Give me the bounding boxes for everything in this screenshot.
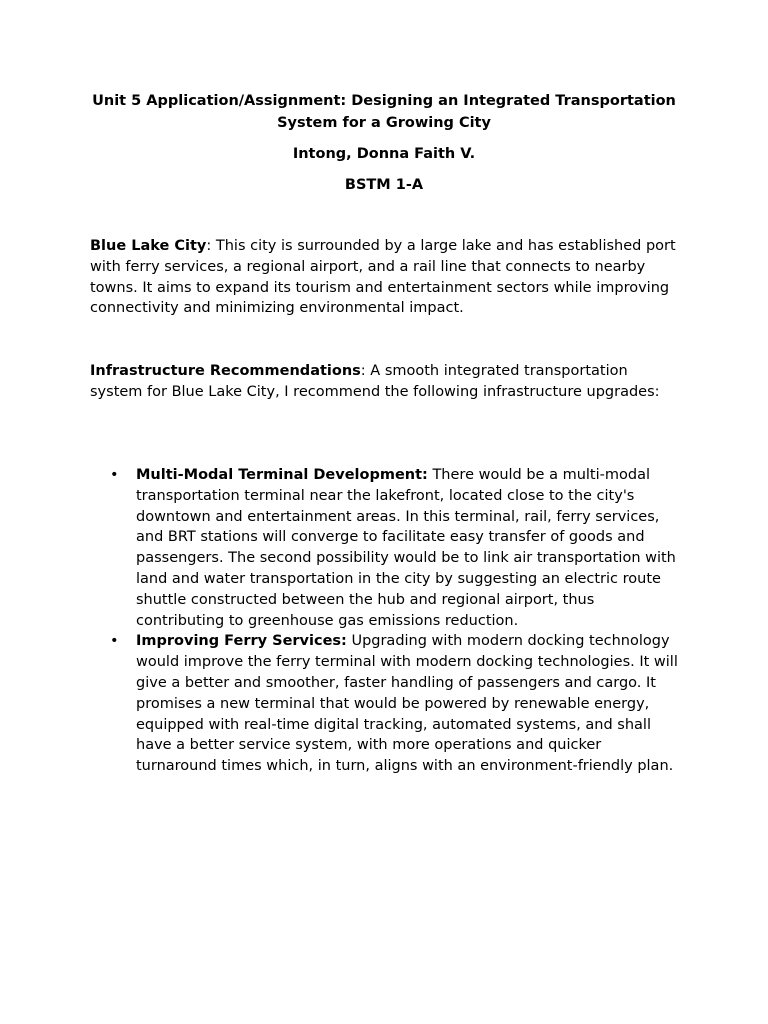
list-item-text: There would be a multi-modal transportation terminal near the lakefront, located close to the city's downtown and entertainment areas. In this terminal, rail, ferry services, and BRT stations will converge to facilitate easy transfer of goods and passengers. The second possibility would be to link air transportation with land and water transportation in the city by suggesting an electric route shuttle constructed between the hub and regional airport, thus contributing to greenhouse gas emissions reduction. (136, 467, 676, 629)
document-title: Unit 5 Application/Assignment: Designing an Integrated Transportation System for a Growing City (92, 93, 676, 131)
author-name: Intong, Donna Faith V. (292, 146, 476, 162)
recommendations-label: Infrastructure Recommendations (90, 363, 361, 379)
bullet-icon: • (110, 633, 119, 650)
list-item-text: Upgrading with modern docking technology would improve the ferry terminal with modern docking technologies. It will give a better and smoother, faster handling of passengers and cargo. It promises a new terminal that would be powered by renewable energy, equipped with real-time digital tracking, automated systems, and shall have a better service system, with more operations and quicker turnaround times which, in turn, aligns with an environment-friendly plan. (136, 633, 678, 775)
intro-paragraph (90, 236, 680, 319)
section-label: BSTM 1-A (344, 177, 424, 193)
bullet-icon: • (110, 467, 119, 483)
recommendation-list (90, 465, 690, 777)
intro-label: Blue Lake City (90, 238, 207, 254)
list-item-label: Improving Ferry Services: (136, 633, 347, 650)
recommendations-paragraph (90, 361, 680, 403)
list-item (90, 465, 684, 631)
recommendations-text: : A smooth integrated transportation system for Blue Lake City, I recommend the following infrastructure upgrades: (90, 363, 660, 400)
list-item (90, 631, 684, 777)
list-item-label: Multi-Modal Terminal Development: (136, 467, 428, 483)
intro-text: : This city is surrounded by a large lake and has established port with ferry services, a regional airport, and a rail line that connects to nearby towns. It aims to expand its tourism and entertainment sectors while improving connectivity and minimizing environmental impact. (90, 238, 676, 317)
